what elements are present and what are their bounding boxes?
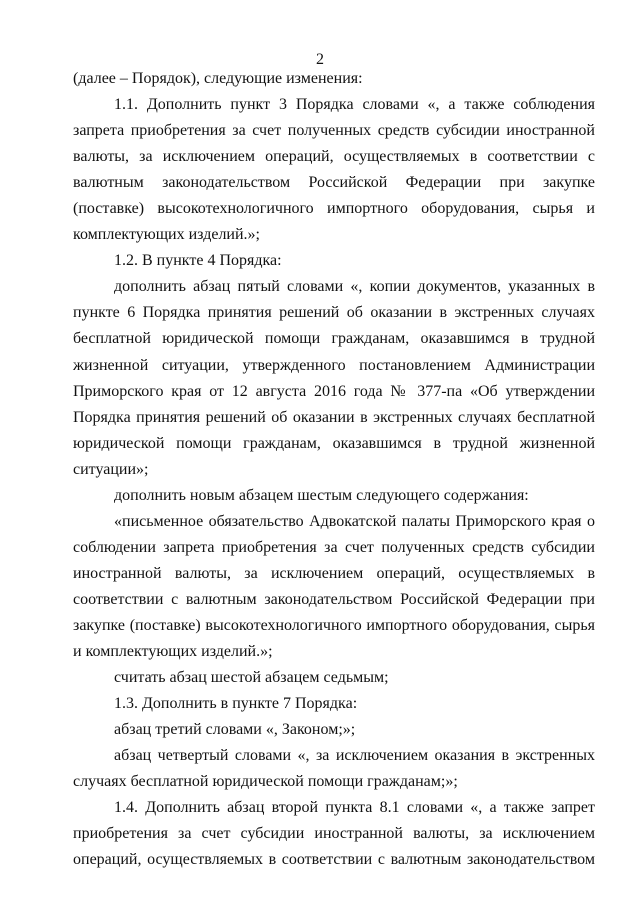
paragraph: 1.1. Дополнить пункт 3 Порядка словами «, а также соблюдения запрета приобретения за счет полученных средств субсидии иностранной валюты, за исключением операций, осуществляемых в соответствии с валютным законодательством Российской Федерации при закупке (поставке) высокотехнологичного импортного оборудования, сырья и комплектующих изделий.»; <box>73 96 595 244</box>
paragraph: абзац третий словами «, Законом;»; <box>114 721 356 739</box>
document-body <box>73 66 595 873</box>
paragraph: 1.3. Дополнить в пункте 7 Порядка: <box>114 695 358 713</box>
paragraph: 1.4. Дополнить абзац второй пункта 8.1 словами «, а также запрет приобретения за счет субсидии иностранной валюты, за исключением операций, осуществляемых в соответствии с валютным законодательством <box>73 799 595 869</box>
paragraph: (далее – Порядок), следующие изменения: <box>73 70 363 87</box>
paragraph: абзац четвертый словами «, за исключением оказания в экстренных случаях бесплатной юридической помощи гражданам;»; <box>73 747 595 791</box>
paragraph: 1.2. В пункте 4 Порядка: <box>114 252 282 270</box>
paragraph: считать абзац шестой абзацем седьмым; <box>114 669 389 687</box>
paragraph: дополнить абзац пятый словами «, копии документов, указанных в пункте 6 Порядка принятия решений об оказании в экстренных случаях бесплатной юридической помощи гражданам, оказавшимся в трудной жизненной ситуации, утвержденного постановлением Администрации Приморского края от 12 августа 2016 года № 377-па «Об утверждении Порядка принятия решений об оказании в экстренных случаях бесплатной юридической помощи гражданам, оказавшимся в трудной жизненной ситуации»; <box>73 278 595 478</box>
page-number: 2 <box>316 51 324 68</box>
paragraph: «письменное обязательство Адвокатской палаты Приморского края о соблюдении запрета приобретения за счет полученных средств субсидии иностранной валюты, за исключением операций, осуществляемых в соответствии с валютным законодательством Российской Федерации при закупке (поставке) высокотехнологичного импортного оборудования, сырья и комплектующих изделий.»; <box>73 512 595 661</box>
paragraph: дополнить новым абзацем шестым следующего содержания: <box>114 486 529 504</box>
